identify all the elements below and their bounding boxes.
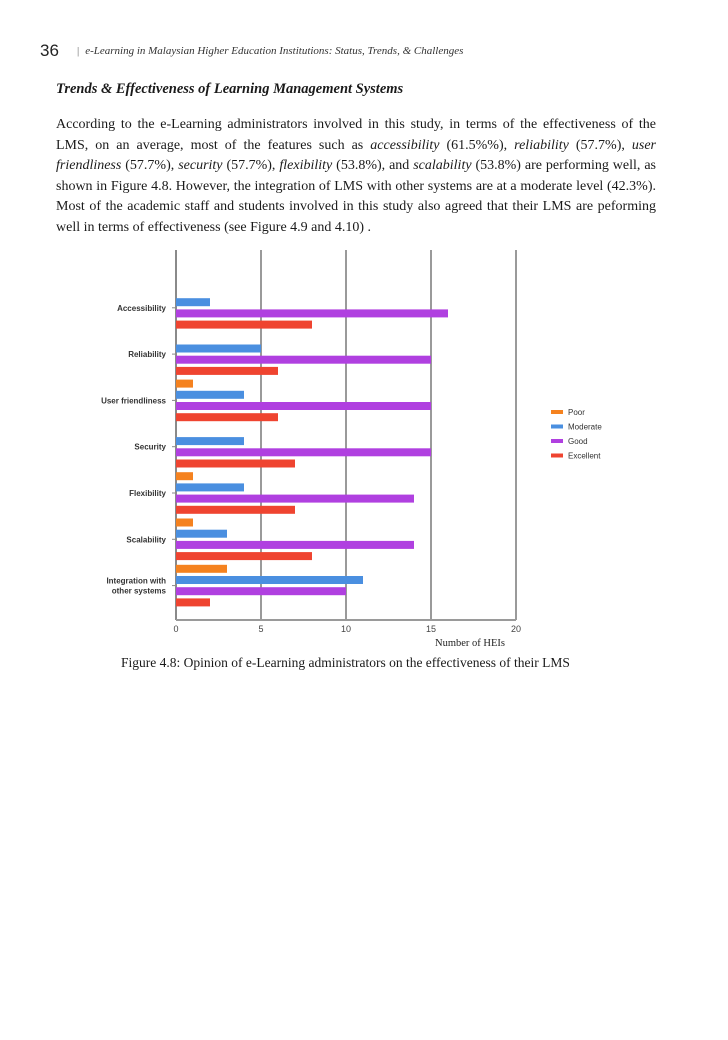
para-text: (57.7%),	[222, 158, 280, 173]
legend-swatch-poor	[551, 410, 563, 414]
bar-excellent-3	[176, 460, 295, 468]
bar-good-2	[176, 402, 431, 410]
bar-moderate-3	[176, 437, 244, 445]
page-number: 36	[40, 41, 59, 60]
para-text: (57.7%),	[121, 158, 179, 173]
bar-good-3	[176, 448, 431, 456]
bar-excellent-2	[176, 413, 278, 421]
legend-label: Good	[568, 437, 588, 446]
bar-excellent-6	[176, 598, 210, 606]
bar-moderate-4	[176, 483, 244, 491]
bar-excellent-0	[176, 321, 312, 329]
legend-label: Excellent	[568, 451, 601, 461]
bar-good-6	[176, 587, 346, 595]
bar-good-0	[176, 309, 448, 317]
figure-caption: Figure 4.8: Opinion of e-Learning administrators on the effectiveness of their LMS	[121, 655, 570, 670]
category-label: Flexibility	[129, 489, 166, 498]
legend-swatch-moderate	[551, 425, 563, 429]
running-title: e-Learning in Malaysian Higher Education Institutions: Status, Trends, & Challenges	[85, 45, 464, 57]
category-label: Security	[134, 442, 166, 452]
legend-swatch-good	[551, 439, 563, 443]
section-heading: Trends & Effectiveness of Learning Management Systems	[56, 81, 404, 97]
category-label: Integration with other systems	[106, 576, 166, 596]
bar-good-5	[176, 541, 414, 549]
para-text: According to the e-Learning administrators involved in this study, in terms of the effectiveness of the LMS, on an average, most of the features such as	[56, 117, 656, 153]
bar-poor-6	[176, 565, 227, 573]
x-tick-label: 5	[258, 624, 264, 634]
legend-swatch-excellent	[551, 454, 563, 458]
x-tick-label: 15	[425, 624, 437, 634]
category-label: Scalability	[126, 535, 166, 545]
legend-label: Moderate	[568, 422, 602, 432]
para-text: (57.7%),	[568, 137, 632, 153]
bar-moderate-6	[176, 576, 363, 584]
para-term-scalability: scalability	[413, 158, 472, 173]
bar-poor-2	[176, 380, 193, 388]
para-text: (61.5%%),	[439, 137, 515, 153]
para-term-accessibility: accessibility	[370, 137, 440, 153]
bar-poor-5	[176, 519, 193, 527]
category-label: User friendliness	[101, 396, 166, 406]
para-text: (53.8%) are performing well, as shown in Figure 4.8. However, the integration of LMS with other systems are at a moderate level (42.3%). Most of the academic staff and students involved in this study also agreed that their LMS are peforming well in terms of effectiveness (see Figure 4.9 and 4.10) .	[56, 158, 656, 235]
bar-good-1	[176, 356, 431, 364]
bar-excellent-4	[176, 506, 295, 514]
para-term-security: security	[178, 158, 223, 173]
bar-moderate-1	[176, 345, 261, 353]
para-term-flexibility: flexibility	[279, 158, 333, 173]
category-label: Accessibility	[117, 303, 166, 313]
x-tick-label: 10	[340, 624, 352, 634]
category-label: Reliability	[128, 350, 166, 360]
legend-label: Poor	[568, 408, 585, 417]
running-header: | e-Learning in Malaysian Higher Education Institutions: Status, Trends, & Challenges	[77, 45, 464, 57]
x-axis-label: Number of HEIs	[435, 638, 505, 649]
bar-excellent-5	[176, 552, 312, 560]
bar-moderate-5	[176, 530, 227, 538]
bar-good-4	[176, 495, 414, 503]
para-term-user-friendliness: user friendliness	[56, 137, 656, 173]
bar-excellent-1	[176, 367, 278, 375]
x-tick-label: 20	[510, 624, 522, 634]
x-tick-label: 0	[173, 624, 179, 634]
para-text: (53.8%), and	[332, 158, 414, 173]
bar-moderate-0	[176, 298, 210, 306]
bar-moderate-2	[176, 391, 244, 399]
bar-poor-4	[176, 472, 193, 480]
para-term-reliability: reliability	[514, 137, 569, 153]
